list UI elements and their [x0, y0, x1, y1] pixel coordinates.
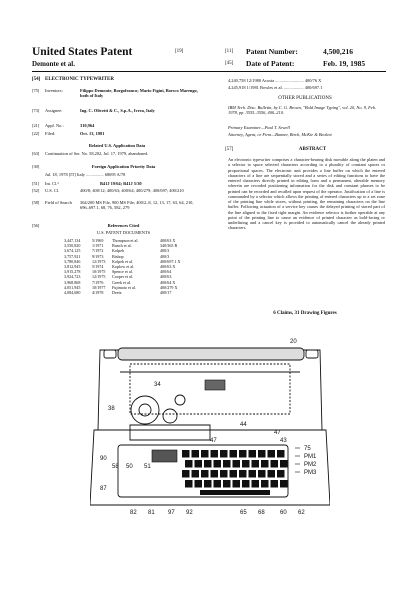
related-heading: Related U.S. Application Data	[88, 143, 146, 148]
patent-date: Feb. 19, 1985	[323, 59, 366, 68]
field-label: Inventors:	[45, 88, 63, 93]
field-code: [58]	[32, 200, 40, 205]
keyboard-key	[271, 480, 279, 488]
reference-number: 3,780,846	[64, 258, 81, 264]
keyboard-key	[242, 480, 250, 488]
reference-name: Koplow et al.	[112, 264, 135, 269]
reference-name: Kolpek et al.	[112, 258, 134, 264]
fig-label: 47	[210, 438, 217, 444]
reference-name: Fujimoto et al.	[112, 284, 136, 290]
keyboard-key	[211, 470, 219, 478]
field-label: Assignee:	[45, 108, 63, 113]
date-code: [45]	[225, 61, 234, 66]
keyboard-key	[242, 460, 250, 468]
fig-label: 60	[280, 510, 287, 516]
abstract-heading: ABSTRACT	[298, 147, 327, 152]
reference-date: 10/1977	[92, 284, 106, 290]
other-pubs-heading: OTHER PUBLICATIONS	[278, 96, 332, 101]
keyboard-key	[223, 460, 231, 468]
fig-label: 75	[304, 446, 311, 452]
reference-cls: 400/63 X	[160, 238, 176, 243]
keyboard-key	[261, 480, 269, 488]
field-label: Appl. No.:	[45, 123, 64, 128]
fig-label: 68	[258, 510, 265, 516]
keyboard-key	[258, 470, 266, 478]
keyboard-key	[239, 470, 247, 478]
keyboard-key	[252, 480, 260, 488]
reference-name: Spence et al.	[112, 269, 133, 275]
other-pubs-text: IBM Tech. Disc. Bulletin, by C. G. Brown, "Bold Image Typing", vol. 20, No. 9, Feb. 1978, pp. 3555–3556, 400–210.	[228, 105, 377, 116]
reference-date: 5/1969	[92, 238, 104, 243]
attorney: Attorney, Agent, or Firm—Banner, Birch, McKie & Beckett	[228, 132, 332, 137]
assignee-value: Ing. C. Olivetti & C., S.p.A., Ivrea, Italy	[80, 108, 155, 113]
reference-number: 3,674,125	[64, 248, 81, 254]
reference-name: Kolpek	[112, 248, 125, 254]
fig-label: PM1	[304, 454, 317, 460]
keyboard-key	[230, 450, 238, 458]
keyboard-key	[268, 450, 276, 458]
reference-number: 3,968,868	[64, 279, 81, 285]
patent-number-label: Patent Number:	[246, 47, 298, 56]
abstract-text: An electronic typewriter comprises a character-bearing disk movable along the platen and a selector to space selected characters according to a plurality of constant spaces or proportional spaces. The electronic unit provides a line buffer on which the entered characters of a line are sequentially stored and a series of editing functions to have the entered characters directly printed in editing form and a permanent, alterable memory wherein are recorded positioning information for the disk and constant phrases to be printed can be recorded and recalled upon request of the operator. Justification of a line is commanded by a selector which allows the printing of entered characters up to a set zone of the printing line while stores, without printing, the remaining characters on the line buffer. Following actuation of a service key causes the delayed printing of stored part of the line aligned to the fixed right margin. An evidence selector is further operable at any point of the printing line to cause an evidence of printed character as bold-facing or underlining and a cancel key is provided to automatically cancel the already printed characters.	[228, 157, 385, 231]
keyboard-key	[195, 460, 203, 468]
patent-number-code: [11]	[225, 49, 234, 54]
patent-number: 4,500,216	[323, 47, 353, 56]
keyboard-key	[223, 480, 231, 488]
reference-cls: 400/64 X	[160, 279, 176, 285]
typewriter-drawing	[90, 330, 330, 530]
keyboard-key	[182, 470, 190, 478]
reference-name: Bishop	[112, 253, 124, 259]
reference-date: 12/1973	[92, 258, 106, 264]
fig-label: 20	[290, 339, 297, 345]
field-code: [63]	[32, 151, 40, 156]
fig-label: 58	[112, 464, 119, 470]
space-bar	[200, 490, 270, 495]
fig-label: 47	[274, 430, 281, 436]
field-label: Int. Cl.³	[45, 181, 59, 186]
keyboard-key	[249, 450, 257, 458]
appl-value: 310,964	[80, 123, 95, 128]
reference-row	[64, 291, 171, 296]
keyboard-key	[252, 460, 260, 468]
reference-name: Deetz	[112, 290, 122, 295]
inventor-short: Demonte et al.	[32, 60, 75, 68]
reference-name: Greek et al.	[112, 279, 131, 285]
reference-name: Cooper et al.	[112, 274, 134, 280]
reference-date: 7/1972	[92, 248, 104, 254]
fig-label: PM2	[304, 462, 317, 468]
reference-cls: 400/3	[160, 248, 170, 254]
fig-label: 81	[148, 510, 155, 516]
keyboard-key	[220, 450, 228, 458]
reference-date: 5/1974	[92, 264, 104, 269]
patent-title-code: [19]	[175, 49, 184, 54]
filed-value: Oct. 13, 1981	[80, 131, 105, 136]
reference-cls: 340/365 R	[160, 243, 178, 249]
keyboard-key	[201, 470, 209, 478]
field-code: [22]	[32, 131, 40, 136]
field-code: [52]	[32, 188, 40, 193]
claims-summary: 6 Claims, 31 Drawing Figures	[273, 311, 337, 316]
field-label: U.S. Cl.	[45, 188, 60, 193]
fig-label: 97	[168, 510, 175, 516]
keyboard-key	[204, 460, 212, 468]
ref-row-top: 4,240,758 12/1980 Acosta .......................... 400/76 X	[228, 78, 322, 83]
uscl-value: 400/8; 400/12; 400/63; 400/64; 400/279; 400/697; 400/210	[80, 188, 184, 193]
field-value: ELECTRONIC TYPEWRITER	[45, 77, 114, 82]
keyboard-key	[280, 460, 288, 468]
fig-label: 90	[100, 456, 107, 462]
reference-number: 4,084,680	[64, 290, 81, 295]
reference-name: Bunch et al.	[112, 243, 132, 249]
keyboard-key	[230, 470, 238, 478]
keyboard-key	[192, 470, 200, 478]
field-code: [57]	[225, 147, 234, 152]
reference-cls: 400/17	[160, 290, 172, 295]
keyboard-key	[204, 480, 212, 488]
search-value: 364/200 MS File, 900 MS File; 400/2–8, 12, 13, 17, 63, 64, 210, 696–697.1, 68, 76, 582, 279	[80, 200, 194, 211]
intcl-value: B41J 19/64; B41J 5/30	[100, 181, 142, 186]
reference-number: 3,924,723	[64, 274, 81, 280]
reference-name: Thompson et al.	[112, 238, 139, 243]
keyboard-key	[261, 460, 269, 468]
field-label: Field of Search	[45, 200, 72, 205]
inventors-value: Filippo Demonte, Borgofranco; Mario Figini, Borsco Marengo, both of Italy	[80, 88, 198, 99]
reference-date: 7/1976	[92, 279, 104, 285]
reference-number: 3,812,945	[64, 264, 81, 269]
field-label: Filed:	[45, 131, 56, 136]
field-code: [51]	[32, 181, 40, 186]
keyboard-key	[277, 470, 285, 478]
fig-label: 62	[298, 510, 305, 516]
fig-label: 34	[154, 382, 161, 388]
examiner: Primary Examiner—Paul T. Sewell	[228, 125, 290, 130]
patent-title: United States Patent	[32, 46, 133, 58]
reference-number: 3,550,820	[64, 243, 81, 249]
fig-label: 50	[126, 464, 133, 470]
priority-heading: Foreign Application Priority Data	[91, 164, 156, 169]
field-code: [21]	[32, 123, 40, 128]
keyboard-key	[249, 470, 257, 478]
reference-number: 3,447,134	[64, 238, 81, 243]
keyboard-key	[258, 450, 266, 458]
fig-label: 82	[130, 510, 137, 516]
keyboard-key	[277, 450, 285, 458]
reference-date: 10/1975	[92, 269, 106, 275]
reference-number: 3,915,278	[64, 269, 81, 275]
reference-cls: 400/64	[160, 269, 172, 275]
refs-subheading: U.S. PATENT DOCUMENTS	[96, 230, 151, 235]
keyboard-key	[268, 470, 276, 478]
fig-label: 44	[240, 422, 247, 428]
keyboard-key	[201, 450, 209, 458]
field-code: [73]	[32, 108, 40, 113]
keyboard-key	[185, 460, 193, 468]
date-label: Date of Patent:	[246, 59, 295, 68]
field-code: [54]	[32, 77, 41, 82]
reference-date: 1/1971	[92, 243, 104, 249]
keyboard-key	[211, 450, 219, 458]
field-title	[32, 77, 114, 83]
keyboard-key	[239, 450, 247, 458]
fig-label: 43	[280, 438, 287, 444]
keyboard-key	[220, 470, 228, 478]
reference-number: 3,757,921	[64, 253, 81, 259]
keyboard-key	[214, 460, 222, 468]
fig-label: PM3	[304, 470, 317, 476]
reference-date: 12/1975	[92, 274, 106, 280]
reference-cls: 400/63	[160, 274, 172, 280]
reference-cls: 400/279 X	[160, 284, 178, 290]
header-rule	[32, 71, 386, 72]
fig-label: 92	[186, 510, 193, 516]
priority-value: Jul. 18, 1978 [IT] Italy ................ 68695 A/78	[45, 172, 126, 177]
fig-label: 65	[240, 510, 247, 516]
field-code: [30]	[32, 164, 40, 169]
keyboard-key	[192, 450, 200, 458]
keyboard-key	[233, 460, 241, 468]
reference-cls: 400/3	[160, 253, 170, 259]
keyboard-key	[280, 480, 288, 488]
keyboard-key	[185, 480, 193, 488]
reference-date: 9/1973	[92, 253, 104, 259]
keyboard-key	[214, 480, 222, 488]
ref-row-top: 4,245,918 1/1981 Bowles et al. .................. 400/697.1	[228, 85, 323, 90]
keyboard-key	[182, 450, 190, 458]
field-code: [75]	[32, 88, 40, 93]
keyboard-key	[271, 460, 279, 468]
continuation-value: Continuation of Ser. No. 58,202, Jul. 17, 1979, abandoned.	[45, 151, 149, 156]
refs-heading: References Cited	[107, 223, 140, 228]
reference-date: 4/1978	[92, 290, 104, 295]
fig-label: 38	[108, 406, 115, 412]
reference-cls: 400/63 X	[160, 264, 176, 269]
keyboard-key	[233, 480, 241, 488]
keyboard-key	[195, 480, 203, 488]
reference-cls: 400/697.1 X	[160, 258, 181, 264]
fig-label: 51	[144, 464, 151, 470]
field-code: [56]	[32, 223, 40, 228]
fig-label: 87	[100, 486, 107, 492]
reference-number: 4,051,945	[64, 284, 81, 290]
